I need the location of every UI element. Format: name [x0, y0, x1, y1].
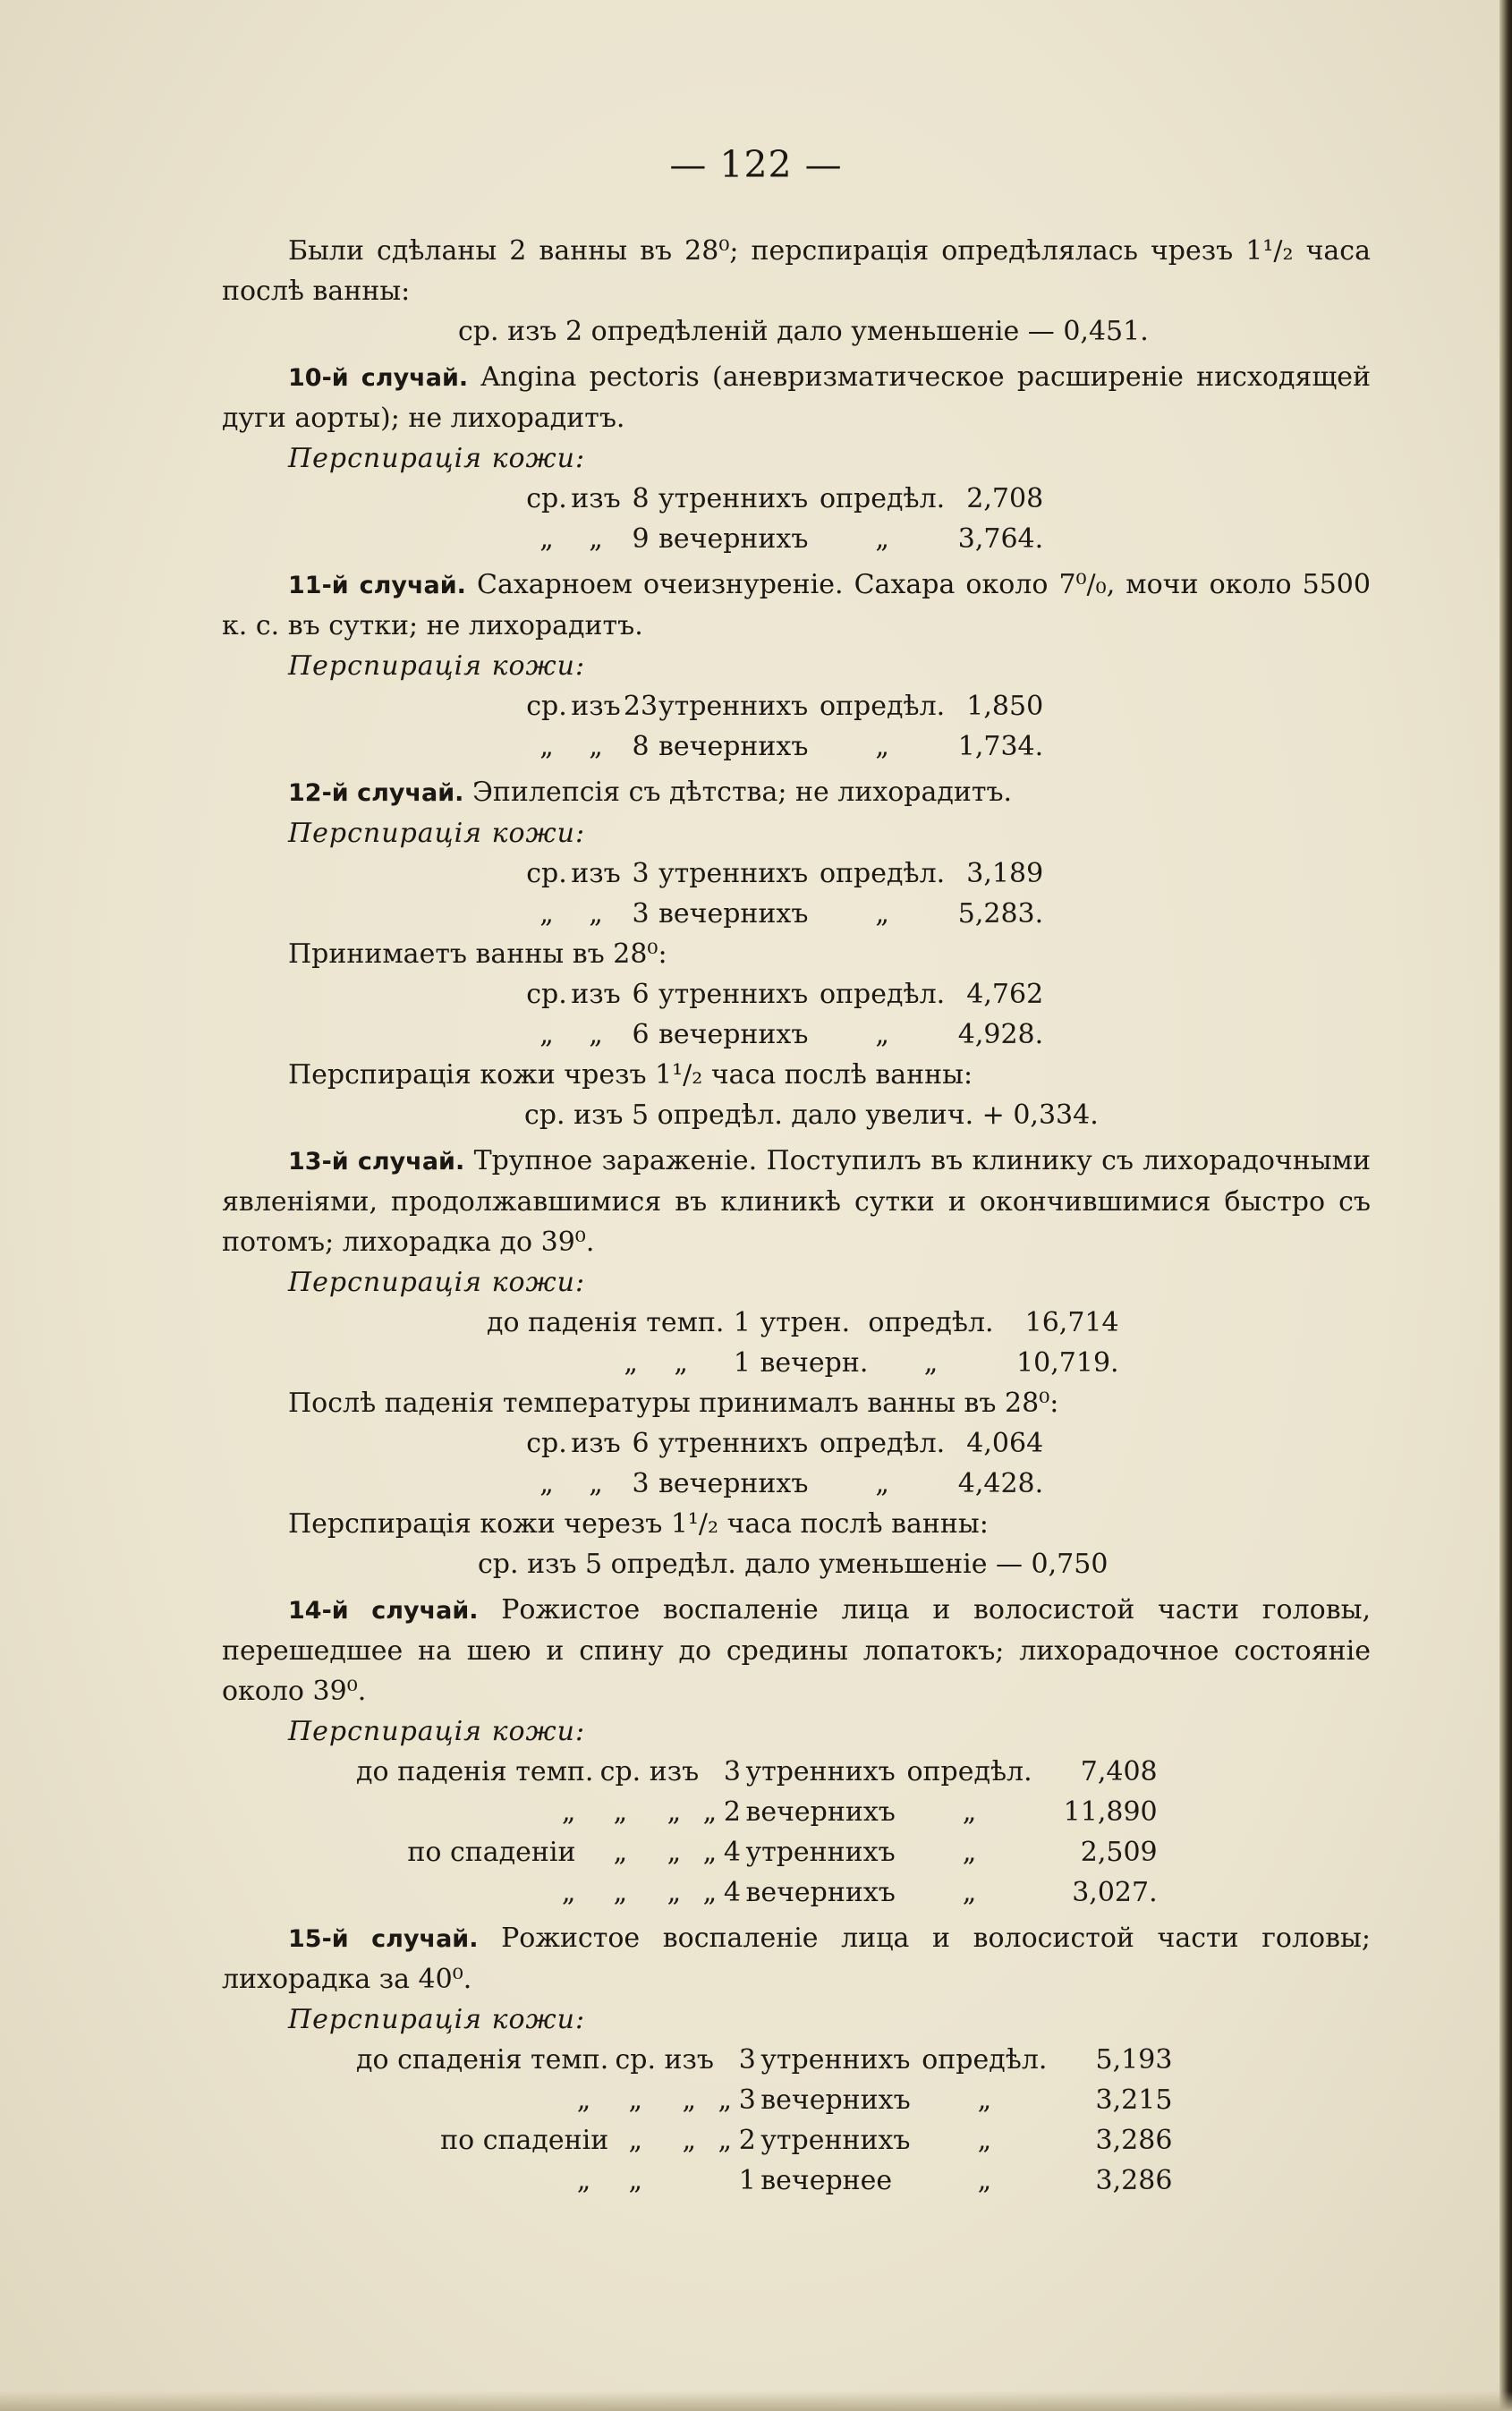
table-cell	[701, 1752, 718, 1792]
table-cell: „	[628, 2165, 643, 2196]
case-10-text: Angina pectoris (аневризматическое расширеніе нисходящей дуги аорты); не лихорадитъ.	[222, 361, 1371, 434]
table-cell: 4,762	[966, 979, 1044, 1010]
table-cell: по спаденіи	[440, 2125, 609, 2156]
table-cell: 5,193	[1095, 2044, 1173, 2076]
case-12-bath-line: Принимаетъ ванны въ 28⁰:	[288, 938, 667, 970]
table-cell: „	[674, 1347, 688, 1379]
case-11-table	[524, 686, 1043, 767]
table-cell: 3,286	[1095, 2165, 1173, 2196]
table-row	[524, 1423, 1043, 1464]
table-cell: 1	[738, 2165, 756, 2196]
table-cell: 2	[738, 2125, 756, 2156]
table-row	[356, 2080, 1172, 2120]
table-cell: утреннихъ	[760, 2125, 911, 2156]
table-cell: вечернее	[760, 2165, 893, 2196]
case-13-text: Трупное зараженіе. Поступилъ въ клинику съ лихорадочными явленіями, продолжавшимися въ клиникѣ сутки и окончившимися быстро съ потомъ; лихорадка до 39⁰.	[222, 1145, 1371, 1258]
case-13-title: 13-й случай.	[288, 1148, 465, 1176]
table-cell: „	[962, 1837, 977, 1868]
table-cell: ср.	[599, 1756, 641, 1787]
table-cell: 2,509	[1080, 1837, 1158, 1868]
table-row	[356, 2161, 1172, 2201]
table-cell: 1,850	[966, 691, 1044, 722]
table-cell: утреннихъ	[760, 2044, 911, 2076]
table-cell: 4,428.	[957, 1468, 1044, 1499]
table-row	[524, 686, 1043, 726]
table-cell: „	[875, 898, 889, 930]
case-13-after-line: Перспирація кожи черезъ 1¹/₂ часа послѣ ванны:	[288, 1508, 989, 1540]
table-cell: вечернихъ	[658, 1019, 809, 1050]
table-cell: опредѣл.	[820, 979, 946, 1010]
table-cell: „	[962, 1877, 977, 1908]
table-cell: 1	[733, 1307, 751, 1338]
table-cell: 1	[733, 1347, 751, 1379]
table-cell: 4,928.	[957, 1019, 1044, 1050]
table-cell: ср.	[526, 691, 567, 722]
table-cell: 4	[723, 1877, 741, 1908]
table-row	[524, 479, 1043, 519]
table-row	[356, 2120, 1172, 2161]
table-cell: изъ	[571, 858, 621, 889]
table-cell: ср.	[526, 858, 567, 889]
case-14-subhead: Перспирація кожи:	[288, 1716, 586, 1747]
table-cell: 3	[723, 1756, 741, 1787]
table-cell: 3	[632, 1468, 650, 1499]
table-cell: „	[613, 1796, 628, 1828]
table-cell: 3	[632, 898, 650, 930]
table-cell: „	[613, 1877, 628, 1908]
page-number: — 122 —	[669, 143, 843, 186]
table-cell: 6	[632, 1019, 650, 1050]
page-bottom-shadow	[0, 2391, 1512, 2411]
table-cell: утрен.	[760, 1307, 851, 1338]
table-cell: „	[702, 1877, 718, 1908]
table-cell: утреннихъ	[658, 979, 809, 1010]
table-row	[487, 1343, 1119, 1383]
case-15-subhead: Перспирація кожи:	[288, 2004, 586, 2035]
table-cell: ср.	[526, 979, 567, 1010]
table-cell: „	[702, 1837, 718, 1868]
case-15-title: 15-й случай.	[288, 1925, 479, 1953]
case-12-bath-table	[524, 974, 1043, 1055]
table-cell: „	[682, 2084, 697, 2116]
case-14-text: Рожистое воспаленіе лица и волосистой части головы, перешедшее на шею и спину до средины лопатокъ; лихорадочное состояніе около 39⁰.	[222, 1594, 1372, 1707]
table-cell: „	[977, 2125, 992, 2156]
table-cell: 3,189	[966, 858, 1044, 889]
table-cell: изъ	[571, 979, 621, 1010]
table-cell: „	[977, 2165, 992, 2196]
table-cell: изъ	[571, 691, 621, 722]
table-cell: утреннихъ	[658, 691, 809, 722]
table-cell: утреннихъ	[745, 1837, 896, 1868]
table-cell: 16,714	[1024, 1307, 1119, 1338]
case-11-subhead: Перспирація кожи:	[288, 650, 586, 682]
table-row	[356, 1832, 1158, 1872]
table-cell: „	[624, 1347, 638, 1379]
table-cell: 11,890	[1063, 1796, 1158, 1828]
table-cell: „	[589, 1019, 603, 1050]
table-row	[487, 1303, 1119, 1343]
table-cell: „	[702, 1796, 718, 1828]
table-cell: „	[539, 731, 554, 762]
table-cell: 4,064	[966, 1428, 1044, 1459]
table-cell: „	[561, 1796, 576, 1828]
table-cell: 3,764.	[957, 523, 1044, 555]
table-cell: 6	[632, 1428, 650, 1459]
table-cell: „	[539, 523, 554, 555]
page-body	[222, 231, 1371, 2201]
table-row	[524, 519, 1043, 559]
intro-paragraph: Были сдѣланы 2 ванны въ 28⁰; перспирація опредѣлялась чрезъ 1¹/₂ часа послѣ ванны:	[222, 235, 1371, 307]
table-cell: „	[576, 2084, 591, 2116]
case-11-paragraph	[222, 565, 1371, 646]
table-cell: „	[589, 1468, 603, 1499]
table-cell: утреннихъ	[658, 1428, 809, 1459]
table-row	[356, 1872, 1158, 1913]
table-cell: „	[576, 2165, 591, 2196]
table-row	[356, 2040, 1172, 2080]
table-cell: „	[539, 1468, 554, 1499]
table-cell: „	[589, 731, 603, 762]
case-11-text: Сахарноем очеизнуреніе. Сахара около 7⁰/₀, мочи около 5500 к. с. въ сутки; не лихорадитъ.	[222, 569, 1371, 641]
table-cell: „	[667, 1796, 682, 1828]
table-cell: ср.	[526, 483, 567, 514]
table-cell: по спаденіи	[407, 1837, 576, 1868]
table-cell: 9	[632, 523, 650, 555]
intro-result: ср. изъ 2 опредѣленій дало уменьшеніе — 0,451.	[458, 316, 1149, 347]
case-10-paragraph	[222, 357, 1371, 438]
table-row	[524, 726, 1043, 767]
table-cell: ср.	[526, 1428, 567, 1459]
table-cell: изъ	[649, 1756, 700, 1787]
table-cell: вечернихъ	[658, 1468, 809, 1499]
table-cell: вечернихъ	[745, 1796, 896, 1828]
table-cell: 4	[723, 1837, 741, 1868]
table-cell: 3,215	[1095, 2084, 1173, 2116]
table-cell: „	[628, 2084, 643, 2116]
table-cell: 3	[738, 2084, 756, 2116]
table-cell: 3	[632, 858, 650, 889]
case-12-after-result: ср. изъ 5 опредѣл. дало увелич. + 0,334.	[524, 1099, 1099, 1131]
table-cell: утреннихъ	[658, 858, 809, 889]
table-cell: „	[682, 2125, 697, 2156]
table-cell: опредѣл.	[820, 1428, 946, 1459]
case-12-table	[524, 853, 1043, 934]
table-cell: 23	[623, 691, 658, 722]
table-cell: изъ	[664, 2044, 714, 2076]
table-cell: „	[977, 2084, 992, 2116]
table-cell: 8	[632, 731, 650, 762]
case-13-table	[487, 1303, 1119, 1383]
table-cell: 6	[632, 979, 650, 1010]
table-row	[356, 1752, 1158, 1792]
case-13-bath-table	[524, 1423, 1043, 1504]
table-row	[524, 894, 1043, 934]
table-cell: опредѣл.	[906, 1756, 1032, 1787]
case-10-title: 10-й случай.	[288, 364, 469, 392]
table-cell: вечерн.	[760, 1347, 869, 1379]
table-cell: 2,708	[966, 483, 1044, 514]
table-cell: вечернихъ	[658, 523, 809, 555]
case-10-table	[524, 479, 1043, 559]
case-13-paragraph	[222, 1141, 1371, 1262]
table-cell: вечернихъ	[745, 1877, 896, 1908]
table-cell: вечернихъ	[760, 2084, 911, 2116]
table-cell: 3	[738, 2044, 756, 2076]
table-cell: „	[718, 2125, 733, 2156]
table-cell: 2	[723, 1796, 741, 1828]
case-10-subhead: Перспирація кожи:	[288, 443, 586, 474]
table-row	[524, 1014, 1043, 1055]
table-cell: 3,286	[1095, 2125, 1173, 2156]
case-15-table	[356, 2040, 1172, 2201]
table-cell: „	[667, 1877, 682, 1908]
table-cell: до спаденія темп.	[356, 2044, 609, 2076]
case-12-subhead: Перспирація кожи:	[288, 818, 586, 849]
table-cell: 1,734.	[957, 731, 1044, 762]
table-row	[524, 853, 1043, 894]
table-cell: до паденія темп.	[487, 1307, 725, 1338]
case-15-text: Рожистое воспаленіе лица и волосистой части головы; лихорадка за 40⁰.	[222, 1923, 1371, 1995]
table-cell: вечернихъ	[658, 731, 809, 762]
table-cell: „	[923, 1347, 939, 1379]
table-cell: 5,283.	[957, 898, 1044, 930]
table-cell: опредѣл.	[922, 2044, 1048, 2076]
table-cell: опредѣл.	[868, 1307, 994, 1338]
case-14-paragraph	[222, 1590, 1371, 1711]
table-cell: ср.	[615, 2044, 657, 2076]
table-cell: „	[539, 1019, 554, 1050]
table-cell: до паденія темп.	[356, 1756, 594, 1787]
case-12-after-line: Перспирація кожи чрезъ 1¹/₂ часа послѣ ванны:	[288, 1059, 973, 1091]
table-cell: „	[718, 2084, 733, 2116]
table-cell: вечернихъ	[658, 898, 809, 930]
table-cell: опредѣл.	[820, 691, 946, 722]
table-cell: 7,408	[1080, 1756, 1158, 1787]
table-cell: „	[589, 523, 603, 555]
case-14-table	[356, 1752, 1158, 1913]
table-cell: изъ	[571, 483, 621, 514]
table-cell: опредѣл.	[820, 483, 946, 514]
table-row	[356, 1792, 1158, 1832]
case-12-title: 12-й случай.	[288, 779, 464, 807]
table-cell: 10,719.	[1016, 1347, 1119, 1379]
table-cell: „	[589, 898, 603, 930]
case-14-title: 14-й случай.	[288, 1597, 479, 1625]
page-edge-shadow	[1499, 0, 1512, 2411]
table-cell: „	[539, 898, 554, 930]
table-row	[524, 974, 1043, 1014]
table-cell: „	[561, 1877, 576, 1908]
table-cell: 3,027.	[1072, 1877, 1158, 1908]
table-cell: изъ	[571, 1428, 621, 1459]
table-cell: утреннихъ	[745, 1756, 896, 1787]
table-cell: „	[875, 1468, 889, 1499]
table-cell: „	[875, 1019, 889, 1050]
case-13-subhead: Перспирація кожи:	[288, 1267, 586, 1298]
case-13-after-result: ср. изъ 5 опредѣл. дало уменьшеніе — 0,750	[478, 1549, 1109, 1580]
case-12-paragraph	[222, 772, 1371, 813]
table-cell	[716, 2161, 734, 2201]
table-cell: „	[875, 523, 889, 555]
table-cell: 8	[632, 483, 650, 514]
table-cell: „	[628, 2125, 643, 2156]
case-15-paragraph	[222, 1918, 1371, 1999]
table-cell: „	[962, 1796, 977, 1828]
table-cell: „	[667, 1837, 682, 1868]
table-cell: утреннихъ	[658, 483, 809, 514]
case-11-title: 11-й случай.	[288, 572, 466, 599]
table-cell: „	[613, 1837, 628, 1868]
table-row	[524, 1464, 1043, 1504]
table-cell	[662, 2161, 716, 2201]
table-cell: „	[875, 731, 889, 762]
table-cell	[716, 2040, 734, 2080]
table-cell: опредѣл.	[820, 858, 946, 889]
case-12-text: Эпилепсія съ дѣтства; не лихорадитъ.	[471, 777, 1013, 808]
case-13-bath-line: Послѣ паденія температуры принималъ ванны въ 28⁰:	[288, 1388, 1059, 1419]
